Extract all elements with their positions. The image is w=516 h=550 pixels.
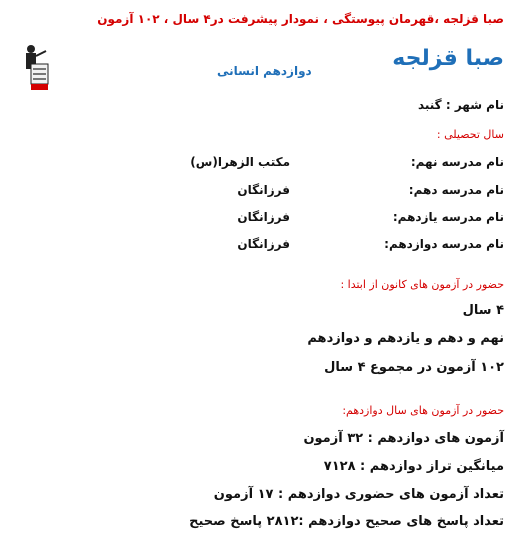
attendance-years: ۴ سال bbox=[462, 303, 504, 318]
school-10-label: نام مدرسه دهم: bbox=[408, 183, 504, 197]
school-9-value: مکتب الزهرا(س) bbox=[190, 155, 290, 169]
years-title: سال تحصیلی : bbox=[436, 128, 504, 141]
school-9-label: نام مدرسه نهم: bbox=[410, 155, 504, 169]
school-12-label: نام مدرسه دوازدهم: bbox=[384, 237, 504, 251]
school-11-label: نام مدرسه یازدهم: bbox=[392, 210, 504, 224]
school-11-value: فرزانگان bbox=[237, 210, 290, 224]
grade12-in-person: تعداد آزمون های حضوری دوازدهم : ۱۷ آزمون bbox=[213, 487, 504, 502]
teacher-podium-logo bbox=[22, 42, 50, 92]
grade12-exams: آزمون های دوازدهم : ۳۲ آزمون bbox=[303, 431, 504, 446]
school-10-value: فرزانگان bbox=[237, 183, 290, 197]
student-name: صبا قزلجه bbox=[392, 46, 504, 71]
attendance-total: ۱۰۲ آزمون در مجموع ۴ سال bbox=[324, 360, 504, 375]
grade12-average: میانگین تراز دوازدهم : ۷۱۲۸ bbox=[323, 459, 504, 474]
grade12-title: حضور در آزمون های سال دوازدهم: bbox=[342, 404, 504, 417]
headline: صبا قزلجه ،قهرمان پیوستگی ، نمودار پیشرفت در۴ سال ، ۱۰۲ آزمون bbox=[97, 12, 504, 26]
grade-field: دوازدهم انسانی bbox=[217, 64, 312, 78]
attendance-title: حضور در آزمون های کانون از ابتدا : bbox=[340, 278, 504, 291]
city-line: نام شهر : گنبد bbox=[417, 98, 504, 112]
grade12-correct: تعداد پاسخ های صحیح دوازدهم :۲۸۱۲ پاسخ صحیح bbox=[189, 514, 504, 529]
attendance-grades: نهم و دهم و یازدهم و دوازدهم bbox=[307, 331, 504, 346]
school-12-value: فرزانگان bbox=[237, 237, 290, 251]
